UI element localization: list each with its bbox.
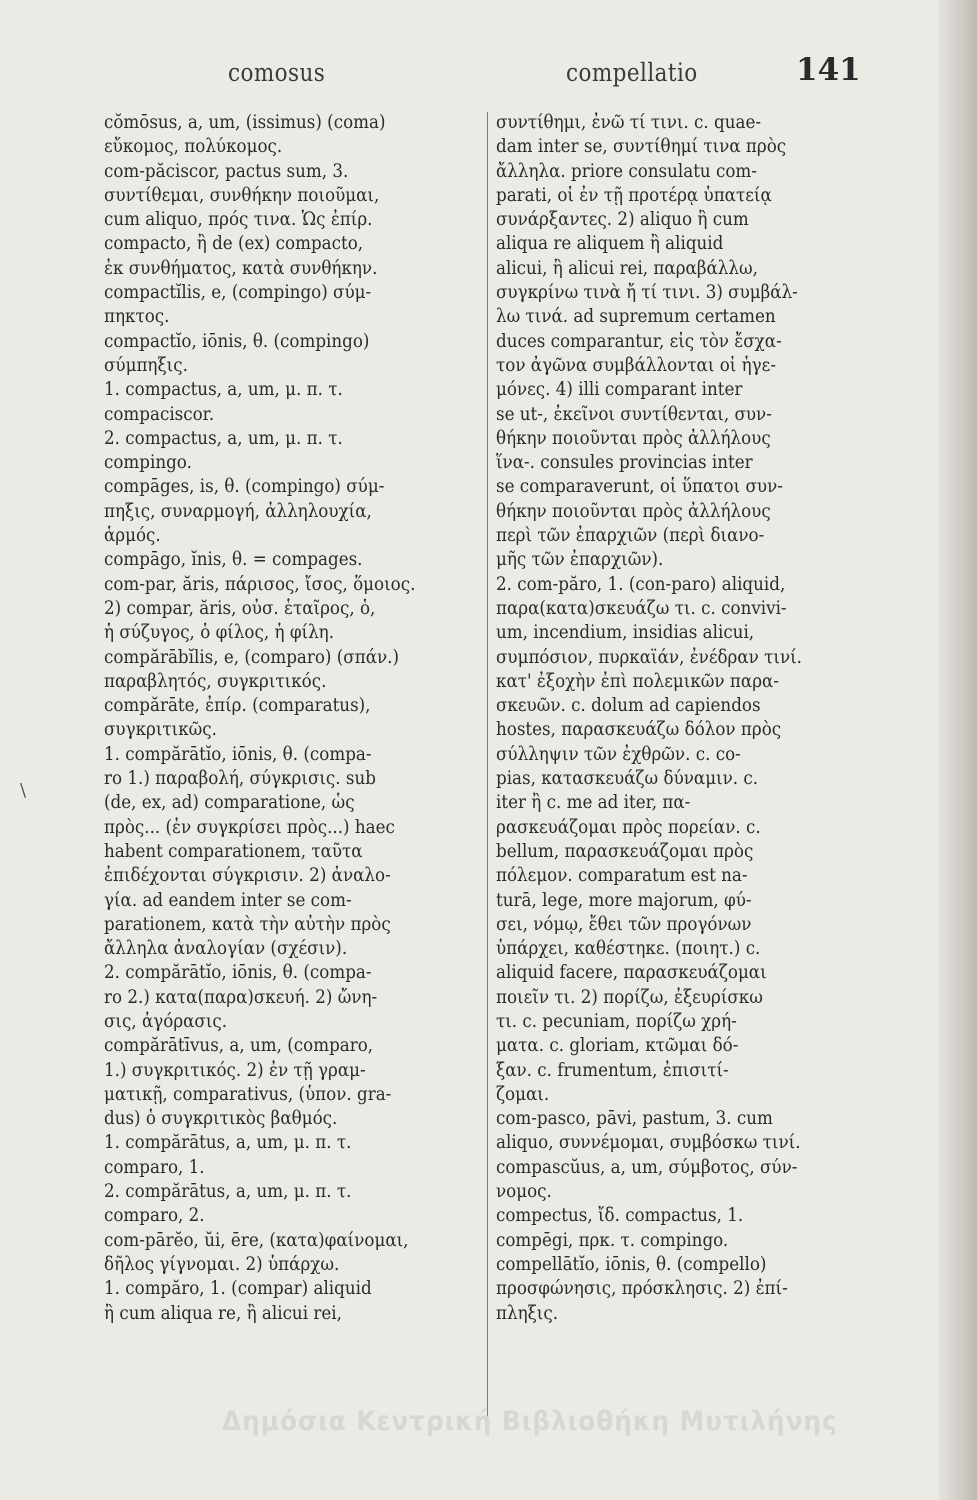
text-line: com-păciscor, pactus sum, 3. xyxy=(104,159,349,182)
text-line: compărāte, ἐπίρ. (comparatus), xyxy=(104,694,371,717)
text-line: dam inter se, συντίθημί τινα πρὸς xyxy=(496,135,787,158)
text-line: compaciscor. xyxy=(104,402,215,425)
text-line: σις, ἀγόρασις. xyxy=(104,1009,228,1032)
text-line: dus) ὁ συγκριτικὸς βαθμός. xyxy=(104,1107,338,1130)
text-line: compēgi, πρκ. τ. compingo. xyxy=(496,1228,729,1251)
text-line: com-pārĕo, ŭi, ēre, (κατα)φαίνομαι, xyxy=(104,1228,409,1251)
text-line: πρὸς... (ἐν συγκρίσει πρὸς...) haec xyxy=(104,815,395,838)
text-line: compactĭlis, e, (compingo) σύμ- xyxy=(104,281,372,304)
column-divider xyxy=(487,112,488,1420)
text-line: σκευῶν. c. dolum ad capiendos xyxy=(496,694,761,717)
text-line: ἁρμός. xyxy=(104,524,161,547)
text-line: comparo, 2. xyxy=(104,1204,205,1227)
text-line: συμπόσιον, πυρκαϊάν, ἐνέδραν τινί. xyxy=(496,645,803,668)
text-line: 2. compărātĭo, iōnis, θ. (compa- xyxy=(104,961,372,984)
text-line: habent comparationem, ταῦτα xyxy=(104,839,363,862)
text-line: δῆλος γίγνομαι. 2) ὑπάρχω. xyxy=(104,1252,340,1275)
text-line: κατ' ἐξοχὴν ἐπὶ πολεμικῶν παρα- xyxy=(496,669,779,692)
text-line: se ut-, ἐκεῖνοι συντίθενται, συν- xyxy=(496,402,772,425)
text-line: ρασκευάζομαι πρὸς πορείαν. c. xyxy=(496,815,761,838)
text-line: ro 2.) κατα(παρα)σκευή. 2) ὤνη- xyxy=(104,985,378,1008)
text-line: cŏmōsus, a, um, (issimus) (coma) xyxy=(104,111,386,133)
text-line: ξαν. c. frumentum, ἐπισιτί- xyxy=(496,1058,729,1081)
text-line: πόλεμον. comparatum est na- xyxy=(496,864,748,887)
text-line: 2. compactus, a, um, μ. π. τ. xyxy=(104,426,343,449)
right-column xyxy=(496,110,888,1420)
library-watermark: Δημόσια Κεντρική Βιβλιοθήκη Μυτιλήνης xyxy=(222,1406,838,1437)
text-line: 2. compărātus, a, um, μ. π. τ. xyxy=(104,1180,352,1203)
text-line: aliquo, συννέμομαι, συμβόσκω τινί. xyxy=(496,1131,801,1154)
text-line: alicui, ἢ alicui rei, παραβάλλω, xyxy=(496,256,758,279)
text-line: compărātīvus, a, um, (comparo, xyxy=(104,1034,374,1057)
text-line: συνάρξαντες. 2) aliquo ἢ cum xyxy=(496,208,749,231)
text-line: compascŭus, a, um, σύμβοτος, σύν- xyxy=(496,1155,798,1178)
text-line: 1. compactus, a, um, μ. π. τ. xyxy=(104,378,343,401)
text-line: πληξις. xyxy=(496,1301,559,1324)
text-line: cum aliquo, πρός τινα. Ὡς ἐπίρ. xyxy=(104,208,373,231)
text-line: ἐπιδέχονται σύγκρισιν. 2) ἀναλο- xyxy=(104,864,391,887)
text-line: 2. com-păro, 1. (con-paro) aliquid, xyxy=(496,572,786,595)
text-line: λω τινά. ad supremum certamen xyxy=(496,305,776,328)
page-edge-shadow xyxy=(939,0,977,1500)
header-left-guide-word: comosus xyxy=(228,58,326,87)
text-line: νομος. xyxy=(496,1180,552,1203)
page-number: 141 xyxy=(796,52,861,88)
text-line: compectus, ἴδ. compactus, 1. xyxy=(496,1204,744,1227)
margin-mark: \ xyxy=(20,780,27,801)
text-line: com-par, ăris, πάρισος, ἴσος, ὅμοιος. xyxy=(104,572,416,595)
left-column xyxy=(104,110,482,1420)
text-line: iter ἢ c. me ad iter, πα- xyxy=(496,791,691,814)
text-line: ἄλληλα. priore consulatu com- xyxy=(496,159,757,182)
text-line: σύμπηξις. xyxy=(104,353,188,376)
text-line: parati, οἱ ἐν τῇ προτέρᾳ ὑπατείᾳ xyxy=(496,183,772,206)
text-line: συγκρίνω τινὰ ἤ τί τινι. 3) συμβάλ- xyxy=(496,281,798,304)
text-line: ἐκ συνθήματος, κατὰ συνθήκην. xyxy=(104,256,378,279)
text-line: πηξις, συναρμογή, ἀλληλουχία, xyxy=(104,499,372,522)
text-line: aliqua re aliquem ἢ aliquid xyxy=(496,232,724,255)
header-right-guide-word: compellatio xyxy=(566,58,698,87)
text-line: τι. c. pecuniam, πορίζω χρή- xyxy=(496,1009,737,1032)
text-line: ἡ σύζυγος, ὁ φίλος, ἡ φίλη. xyxy=(104,621,335,644)
text-line: turā, lege, more majorum, φύ- xyxy=(496,888,752,911)
text-line: εὔκομος, πολύκομος. xyxy=(104,135,283,158)
text-line: pias, κατασκευάζω δύναμιν. c. xyxy=(496,767,759,790)
text-line: hostes, παρασκευάζω δόλον πρὸς xyxy=(496,718,782,741)
text-line: 1. compărātus, a, um, μ. π. τ. xyxy=(104,1131,352,1154)
text-line: com-pasco, pāvi, pastum, 3. cum xyxy=(496,1107,773,1130)
text-line: comparo, 1. xyxy=(104,1155,205,1178)
text-line: μῆς τῶν ἐπαρχιῶν). xyxy=(496,548,664,571)
text-line: σύλληψιν τῶν ἐχθρῶν. c. co- xyxy=(496,742,741,765)
text-line: ἢ cum aliqua re, ἢ alicui rei, xyxy=(104,1301,342,1324)
text-line: compărābĭlis, e, (comparo) (σπάν.) xyxy=(104,645,399,668)
text-line: ro 1.) παραβολή, σύγκρισις. sub xyxy=(104,767,376,790)
text-line: πηκτος. xyxy=(104,305,170,328)
text-line: compāgo, ĭnis, θ. = compages. xyxy=(104,548,363,571)
text-line: parationem, κατὰ τὴν αὐτὴν πρὸς xyxy=(104,912,391,935)
text-line: θήκην ποιοῦνται πρὸς ἀλλήλους xyxy=(496,426,771,449)
text-line: um, incendium, insidias alicui, xyxy=(496,621,755,644)
text-line: συντίθεμαι, συνθήκην ποιοῦμαι, xyxy=(104,183,380,206)
text-line: 2) compar, ăris, οὐσ. ἑταῖρος, ὁ, xyxy=(104,596,376,619)
text-line: compacto, ἢ de (ex) compacto, xyxy=(104,232,364,255)
text-line: compingo. xyxy=(104,451,192,474)
text-line: παραβλητός, συγκριτικός. xyxy=(104,669,327,692)
text-line: 1.) συγκριτικός. 2) ἐν τῇ γραμ- xyxy=(104,1058,366,1081)
text-line: compellātĭo, iōnis, θ. (compello) xyxy=(496,1252,767,1275)
text-line: ζομαι. xyxy=(496,1082,550,1105)
text-line: σει, νόμῳ, ἔθει τῶν προγόνων xyxy=(496,912,752,935)
text-line: (de, ex, ad) comparatione, ὡς xyxy=(104,791,355,814)
text-line: compactĭo, iōnis, θ. (compingo) xyxy=(104,329,370,352)
text-line: ὑπάρχει, καθέστηκε. (ποιητ.) c. xyxy=(496,937,761,960)
text-line: ἄλληλα ἀναλογίαν (σχέσιν). xyxy=(104,937,348,960)
text-line: aliquid facere, παρασκευάζομαι xyxy=(496,961,767,984)
text-line: περὶ τῶν ἐπαρχιῶν (περὶ διανο- xyxy=(496,524,765,547)
text-line: se comparaverunt, οἱ ὕπατοι συν- xyxy=(496,475,783,498)
text-line: μόνες. 4) illi comparant inter xyxy=(496,378,743,401)
text-line: 1. compăro, 1. (compar) aliquid xyxy=(104,1277,372,1300)
text-line: τον ἀγῶνα συμβάλλονται οἱ ἡγε- xyxy=(496,353,776,376)
text-line: ματικῇ, comparativus, (ὑπον. gra- xyxy=(104,1082,392,1105)
text-line: 1. compărātĭo, iōnis, θ. (compa- xyxy=(104,742,372,765)
text-line: παρα(κατα)σκευάζω τι. c. convivi- xyxy=(496,596,787,619)
text-line: συγκριτικῶς. xyxy=(104,718,217,741)
text-line: bellum, παρασκευάζομαι πρὸς xyxy=(496,839,754,862)
text-line: ποιεῖν τι. 2) πορίζω, ἐξευρίσκω xyxy=(496,985,763,1008)
text-line: προσφώνησις, πρόσκλησις. 2) ἐπί- xyxy=(496,1277,788,1300)
text-line: συντίθημι, ἐνῶ τί τινι. c. quae- xyxy=(496,111,762,133)
text-line: compāges, is, θ. (compingo) σύμ- xyxy=(104,475,385,498)
text-line: duces comparantur, εἰς τὸν ἔσχα- xyxy=(496,329,782,352)
text-line: θήκην ποιοῦνται πρὸς ἀλλήλους xyxy=(496,499,771,522)
text-line: ἵνα-. consules provincias inter xyxy=(496,451,753,474)
text-line: ματα. c. gloriam, κτῶμαι δό- xyxy=(496,1034,739,1057)
text-line: γία. ad eandem inter se com- xyxy=(104,888,352,911)
